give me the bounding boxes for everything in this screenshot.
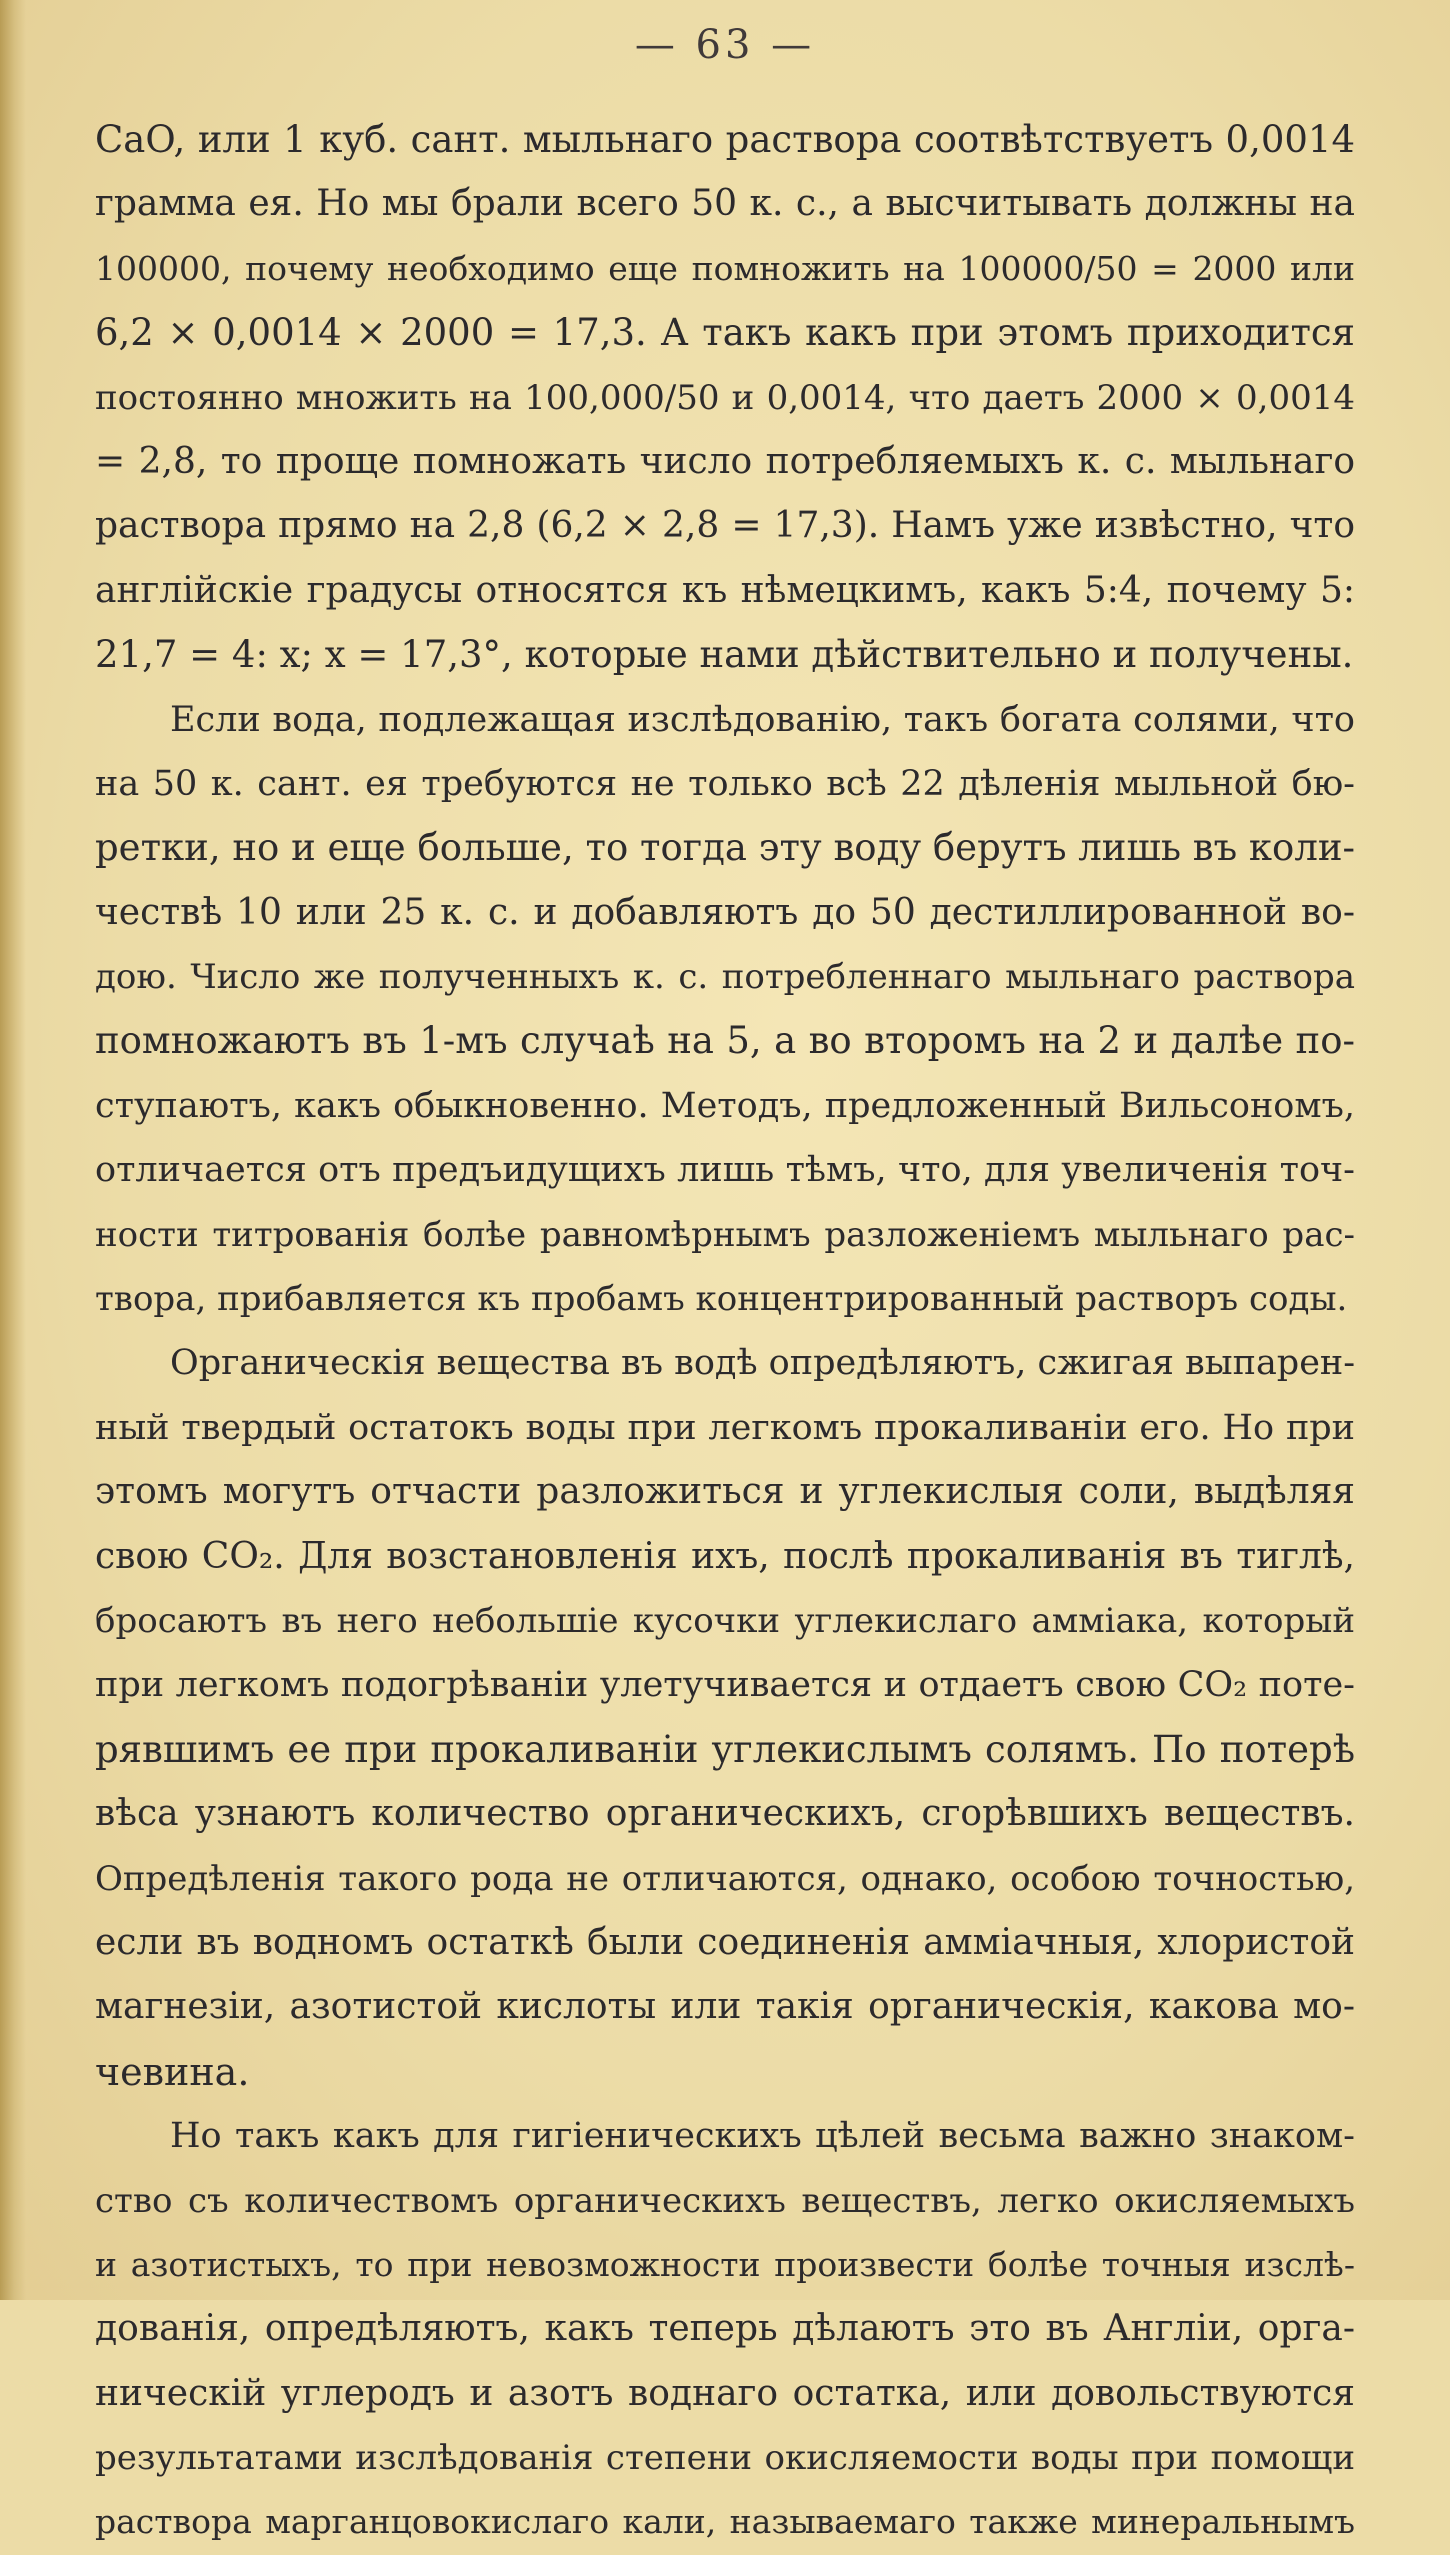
text-line: = 2,8, то проще помножать число потребляемыхъ к. с. мыльнаго [95,440,1355,482]
text-line: этомъ могутъ отчасти разложиться и углекислыя соли, выдѣляя [95,1471,1355,1513]
text-line: ности титрованія болѣе равномѣрнымъ разложеніемъ мыльнаго рас- [95,1214,1355,1255]
text-line: англійскіе градусы относятся къ нѣмецкимъ, какъ 5:4, почему 5: [95,569,1355,611]
text-line: вѣса узнаютъ количество органическихъ, сгорѣвшихъ веществъ. [95,1793,1355,1835]
text-line: если въ водномъ остаткѣ были соединенія аммiачныя, хлористой [95,1921,1355,1963]
page-number: — 63 — [634,22,816,68]
text-line: при легкомъ подогрѣваніи улетучивается и отдаетъ свою CO₂ поте- [95,1665,1355,1706]
text-line: 6,2 × 0,0014 × 2000 = 17,3. А такъ какъ при этомъ приходится [95,311,1355,355]
text-line: свою CO₂. Для возстановленія ихъ, послѣ прокаливанія въ тиглѣ, [95,1535,1355,1577]
text-line: ный твердый остатокъ воды при легкомъ прокаливаніи его. Но при [95,1407,1355,1448]
text-line: чевина. [95,2049,250,2094]
body-text [95,108,1355,2555]
text-line: помножаютъ въ 1-мъ случаѣ на 5, а во второмъ на 2 и далѣе по- [95,1019,1355,1063]
text-line: отличается отъ предъидущихъ лишь тѣмъ, что, для увеличенія точ- [95,1150,1355,1191]
text-line: раствора марганцовокислаго кали, называемаго также минеральнымъ [95,2502,1355,2542]
text-line: раствора прямо на 2,8 (6,2 × 2,8 = 17,3). Намъ уже извѣстно, что [95,505,1355,547]
text-line: грамма ея. Но мы брали всего 50 к. с., а высчитывать должны на [95,183,1355,225]
page-spine-shadow [0,0,26,2300]
text-line: и азотистыхъ, то при невозможности произвести болѣе точныя изслѣ- [95,2244,1355,2284]
text-line: результатами изслѣдованія степени окисляемости воды при помощи [95,2438,1355,2479]
text-line: Опредѣленія такого рода не отличаются, однако, особою точностью, [95,1858,1355,1899]
text-line: 21,7 = 4: x; x = 17,3°, которые нами дѣйствительно и получены. [95,633,1354,677]
text-line: на 50 к. сант. ея требуются не только всѣ 22 дѣленія мыльной бю- [95,763,1355,804]
text-line: магнезіи, азотистой кислоты или такія органическія, какова мо- [95,1986,1355,2028]
text-line: бросаютъ въ него небольшіе кусочки углекислаго амміака, который [95,1600,1355,1641]
text-line: Если вода, подлежащая изслѣдованію, такъ богата солями, что [170,699,1355,740]
text-line: твора, прибавляется къ пробамъ концентрированный растворъ соды. [95,1279,1348,1320]
text-line: CaO, или 1 куб. сант. мыльнаго раствора соотвѣтствуетъ 0,0014 [95,118,1355,161]
text-line: дою. Число же полученныхъ к. с. потребленнаго мыльнаго раствора [95,957,1355,998]
text-line: дованія, опредѣляютъ, какъ теперь дѣлаютъ это въ Англіи, орга- [95,2308,1355,2350]
text-line: чествѣ 10 или 25 к. с. и добавляютъ до 50 дестиллированной во- [95,891,1355,933]
text-line: ство съ количествомъ органическихъ веществъ, легко окисляемыхъ [95,2180,1355,2221]
text-line: 100000, почему необходимо еще помножить на 100000/50 = 2000 или [95,248,1355,288]
text-line: Органическія вещества въ водѣ опредѣляютъ, сжигая выпарен- [170,1343,1355,1384]
text-line: постоянно множить на 100,000/50 и 0,0014, что даетъ 2000 × 0,0014 [95,377,1355,418]
text-line: ретки, но и еще больше, то тогда эту воду берутъ лишь въ коли- [95,826,1355,870]
text-line: рявшимъ ее при прокаливаніи углекислымъ солямъ. По потерѣ [95,1727,1355,1771]
text-line: Но такъ какъ для гигіеническихъ цѣлей весьма важно знаком- [170,2116,1355,2157]
text-line: ническій углеродъ и азотъ воднаго остатка, или довольствуются [95,2372,1355,2414]
text-line: ступаютъ, какъ обыкновенно. Методъ, предложенный Вильсономъ, [95,1085,1355,1126]
